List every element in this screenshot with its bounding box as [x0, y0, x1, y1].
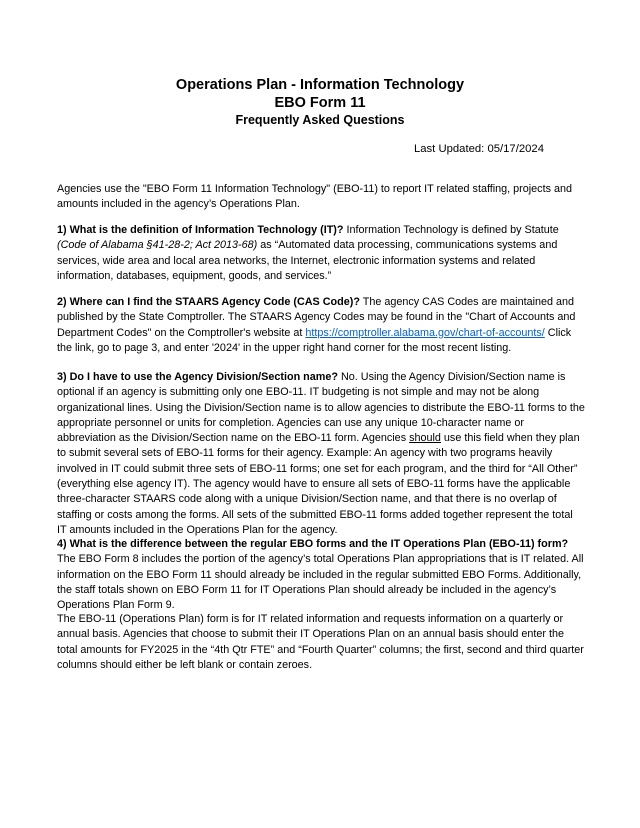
operations-plan-paragraph — [57, 612, 585, 673]
form-name: EBO Form 11 — [274, 95, 366, 111]
question-2: 2) Where can I find the STAARS Agency Code (CAS Code)? — [57, 296, 360, 308]
chart-of-accounts-link[interactable]: https://comptroller.alabama.gov/chart-of-accounts/ — [305, 326, 545, 339]
answer-4: The EBO Form 8 includes the portion of the agency’s total Operations Plan appropriations that is IT related. All information on the EBO Form 11 should already be included in the regular submitted EBO Forms. Additionally, the staff totals shown on EBO Form 11 for IT Operations Plan should already be included in the agency’s Operations Plan Form 9. — [57, 553, 584, 612]
answer-3-part-a: No. Using the Agency Division/Section name is optional if an agency is submitting only one EBO-11. IT budgeting is not simple and may not be along organizational lines. Using the Division/Section name is to allow agencies to distribute the EBO-11 forms to the appropriate personnel or units for completion. Agencies can use any unique 10-character name or abbreviation as the Division/Section name on the EBO-11 form. Agencies — [57, 371, 585, 445]
faq-item-4 — [57, 537, 585, 613]
answer-3-part-b: use this field when they plan to submit several sets of EBO-11 forms for their agency. Example: An agency with two programs heavily involved in IT could submit three sets of EBO-11 forms; one set for each program, and the third for “All Other” (everything else agency IT). The agency would have to ensure all sets of EBO-11 forms have the applicable three-character STAARS code along with a unique Division/Section name, and that there is no overlap of staffing or costs among the forms. All sets of the submitted EBO-11 forms added together represent the total IT amounts included in the Operations Plan for the agency. — [57, 432, 580, 536]
faq-item-3 — [57, 370, 585, 538]
answer-1-part-b: as “Automated data processing, communications systems and services, wide area and local area networks, the Internet, electronic information systems and related information, databases, equipment, goods, and services.” — [57, 239, 558, 282]
question-1: 1) What is the definition of Information Technology (IT)? — [57, 224, 344, 236]
statute-citation: (Code of Alabama §41-28-2; Act 2013-68) — [57, 239, 258, 252]
answer-1-part-a: Information Technology is defined by Statute — [343, 224, 559, 236]
question-4: 4) What is the difference between the regular EBO forms and the IT Operations Plan (EBO-11) form? — [57, 538, 569, 550]
faq-item-2 — [57, 295, 585, 356]
operations-plan-text: The EBO-11 (Operations Plan) form is for IT related information and requests information on a quarterly or annual basis. Agencies that choose to submit their IT Operations Plan on an annual basis should enter the total amounts for FY2025 in the “4th Qtr FTE” and “Fourth Quarter” columns; the first, second and third quarter columns should either be left blank or contain zeroes. — [57, 613, 584, 671]
question-3: 3) Do I have to use the Agency Division/Section name? — [57, 371, 338, 383]
intro-paragraph — [57, 182, 585, 213]
emphasis-should: should — [409, 432, 441, 445]
document-title: Operations Plan - Information Technology — [175, 77, 465, 93]
document-subtitle: Frequently Asked Questions — [235, 113, 405, 127]
intro-text: Agencies use the "EBO Form 11 Information Technology" (EBO-11) to report IT related staffing, projects and amounts included in the agency’s Operations Plan. — [57, 183, 572, 211]
faq-item-1 — [57, 223, 585, 284]
answer-2-part-a: The agency CAS Codes are maintained and published by the State Comptroller. The STAARS Agency Codes may be found in the "Chart of Accounts and Department Codes" on the Comptroller's website at — [57, 296, 576, 339]
last-updated: Last Updated: 05/17/2024 — [413, 143, 544, 155]
answer-2-part-b: Click the link, go to page 3, and enter '2024' in the upper right hand corner for the most recent listing. — [57, 326, 572, 354]
